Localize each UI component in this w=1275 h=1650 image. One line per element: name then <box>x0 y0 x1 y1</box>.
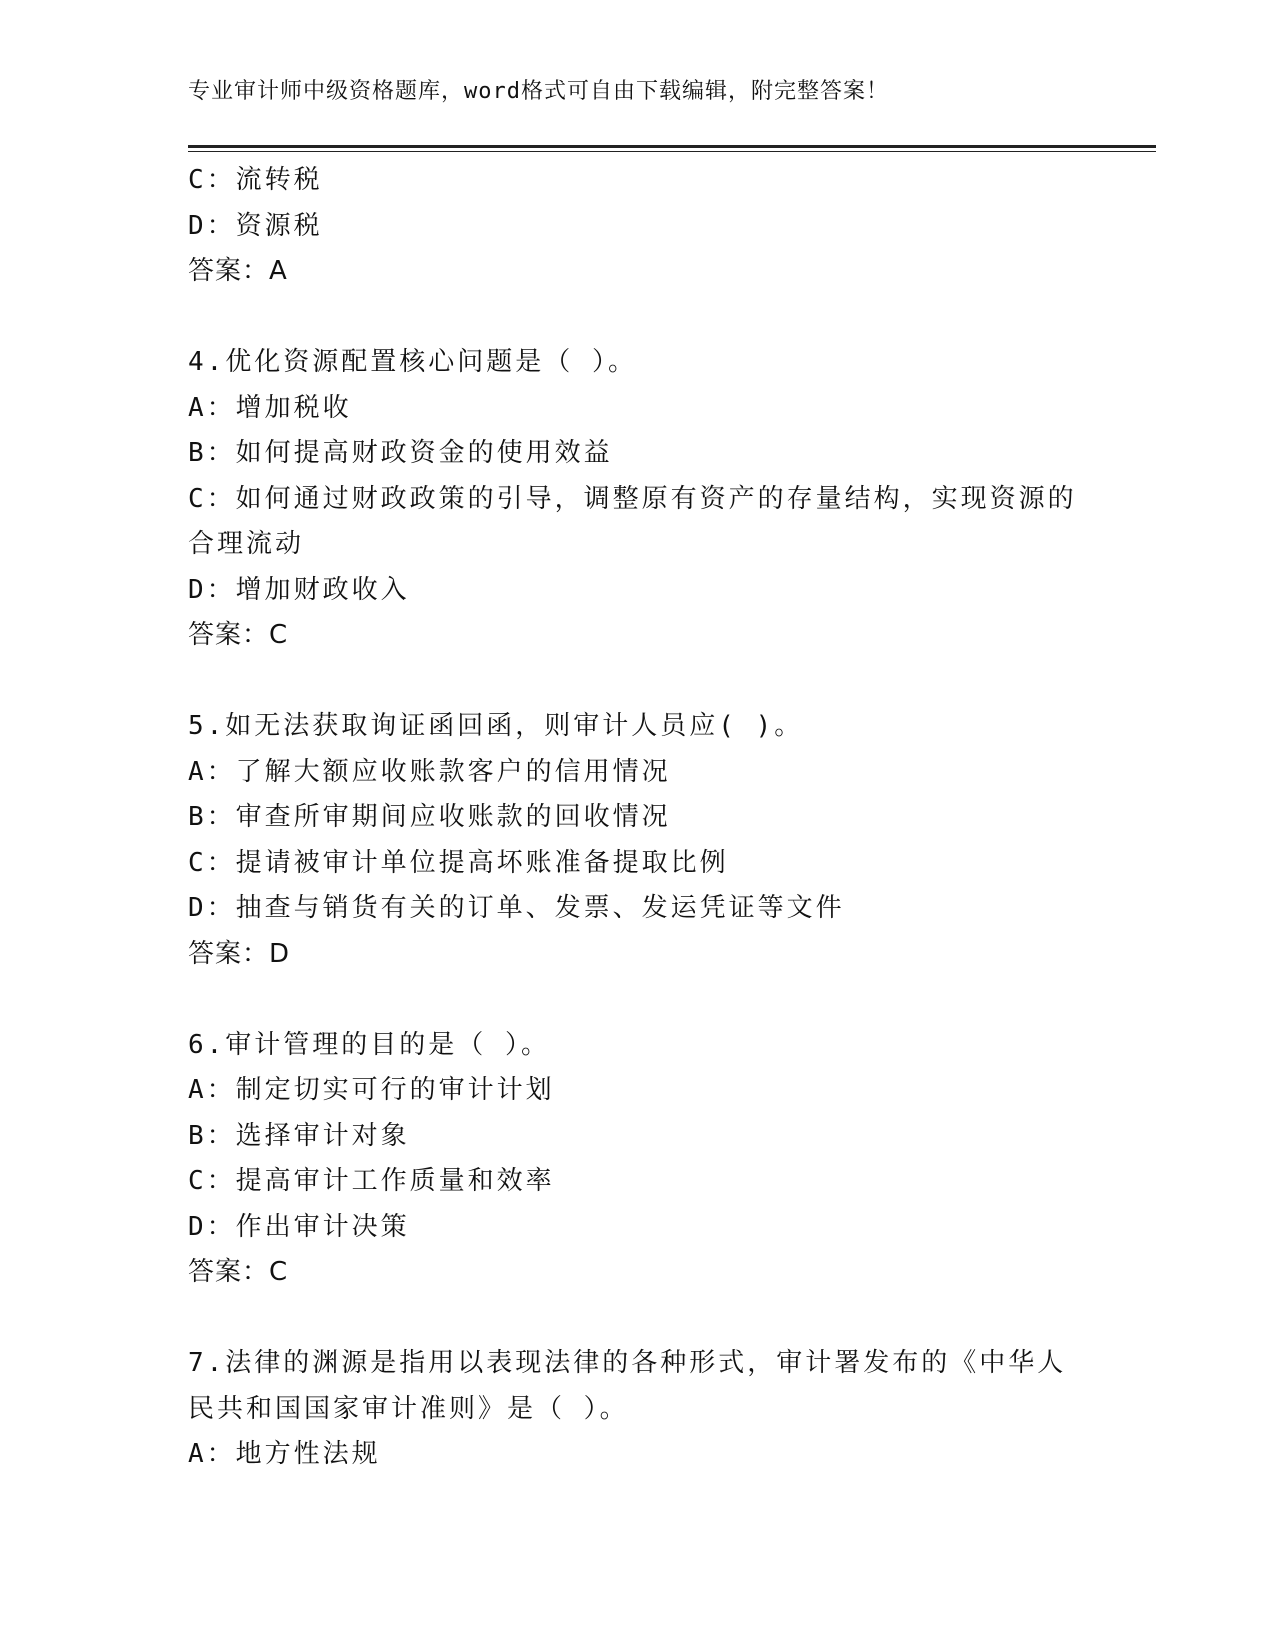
option-c-continued: 合理流动 <box>188 529 305 559</box>
option-a: A：地方性法规 <box>188 1439 381 1469</box>
question-3-continued <box>188 158 1088 295</box>
spacer <box>188 1296 1088 1342</box>
option-c: C：提高审计工作质量和效率 <box>188 1166 555 1196</box>
question-title-continued: 民共和国国家审计准则》是（ ）。 <box>188 1393 629 1424</box>
page-header: 专业审计师中级资格题库，word格式可自由下载编辑，附完整答案！ <box>188 79 889 104</box>
option-a: A：制定切实可行的审计计划 <box>188 1075 555 1105</box>
option-d: D：抽查与销货有关的订单、发票、发运凭证等文件 <box>188 893 845 923</box>
spacer <box>188 295 1088 341</box>
option-c: C：流转税 <box>188 165 323 195</box>
question-title: 7.法律的渊源是指用以表现法律的各种形式，审计署发布的《中华人 <box>188 1348 1067 1378</box>
question-4 <box>188 340 1088 659</box>
option-d: D：增加财政收入 <box>188 574 410 605</box>
option-c: C：提请被审计单位提高坏账准备提取比例 <box>188 847 729 878</box>
spacer <box>188 659 1088 705</box>
option-a: A：了解大额应收账款客户的信用情况 <box>188 756 671 787</box>
option-c: C：如何通过财政政策的引导，调整原有资产的存量结构，实现资源的 <box>188 483 1077 514</box>
option-d: D：作出审计决策 <box>188 1211 410 1242</box>
question-title: 5.如无法获取询证函回函，则审计人员应( )。 <box>188 711 804 741</box>
question-6 <box>188 1023 1088 1296</box>
question-7 <box>188 1341 1088 1478</box>
question-list <box>188 158 1088 1478</box>
option-b: B：如何提高财政资金的使用效益 <box>188 438 613 468</box>
option-b: B：选择审计对象 <box>188 1120 410 1151</box>
option-d: D：资源税 <box>188 210 323 241</box>
answer: 答案：C <box>188 1257 289 1287</box>
answer: 答案：C <box>188 620 289 650</box>
answer: 答案：D <box>188 938 291 969</box>
option-a: A：增加税收 <box>188 392 352 423</box>
question-title: 4.优化资源配置核心问题是（ ）。 <box>188 347 637 377</box>
answer: 答案：A <box>188 256 288 286</box>
option-b: B：审查所审期间应收账款的回收情况 <box>188 802 671 832</box>
header-divider <box>188 145 1156 152</box>
question-title: 6.审计管理的目的是（ ）。 <box>188 1029 550 1060</box>
spacer <box>188 977 1088 1023</box>
question-5 <box>188 704 1088 977</box>
